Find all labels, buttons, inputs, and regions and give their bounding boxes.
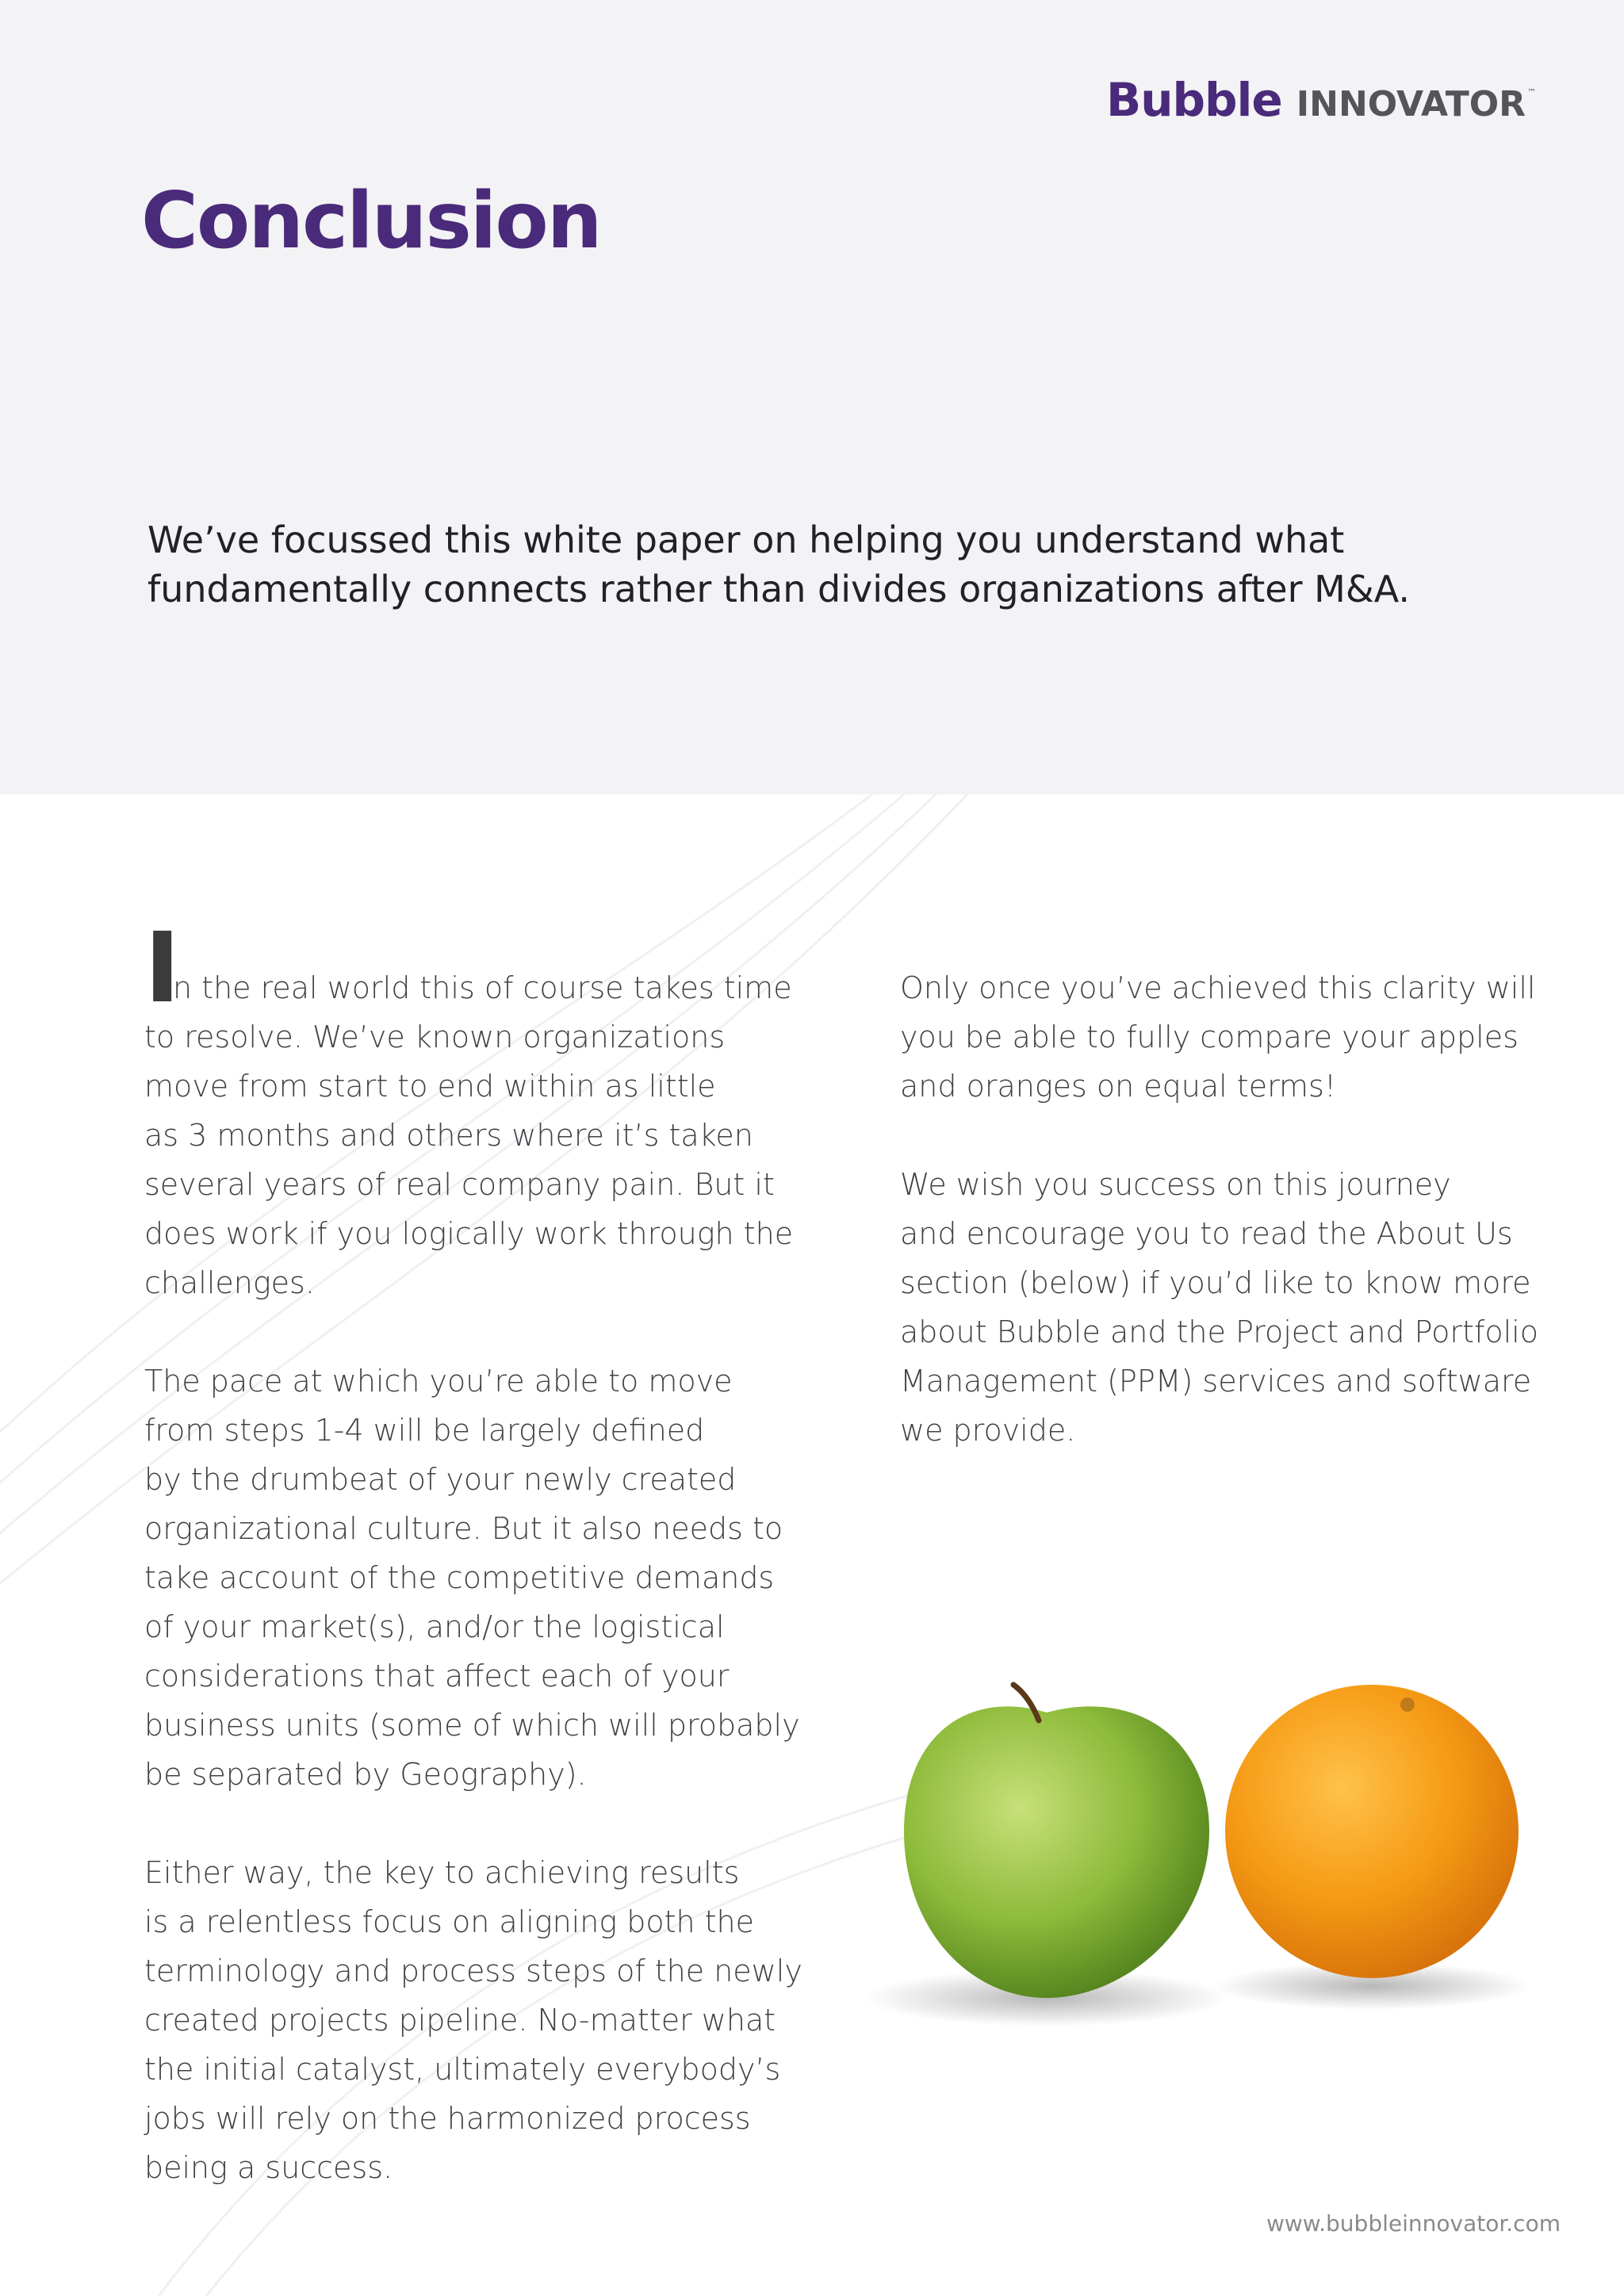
drop-cap: I xyxy=(144,912,181,1024)
paragraph xyxy=(900,1160,1550,1455)
text-line: by the drumbeat of your newly created xyxy=(144,1462,737,1497)
text-line: about Bubble and the Project and Portfolio xyxy=(900,1314,1538,1349)
text-line: business units (some of which will probably xyxy=(144,1708,800,1743)
text-line: to resolve. We’ve known organizations xyxy=(144,1020,726,1054)
logo-innovator-text: INNOVATOR xyxy=(1296,84,1526,124)
text-line: and oranges on equal terms! xyxy=(900,1069,1337,1104)
apple-body xyxy=(904,1706,1209,1998)
text-line: organizational culture. But it also needs to xyxy=(144,1511,783,1546)
text-line: from steps 1-4 will be largely defined xyxy=(144,1413,705,1448)
text-line: We wish you success on this journey xyxy=(900,1167,1451,1202)
text-line: considerations that affect each of your xyxy=(144,1659,730,1693)
left-column xyxy=(144,963,802,2241)
text-line: move from start to end within as little xyxy=(144,1069,716,1104)
paragraph xyxy=(144,963,795,1307)
text-line: of your market(s), and/or the logistical xyxy=(144,1609,725,1644)
page-title: Conclusion xyxy=(141,176,601,266)
text-line: we provide. xyxy=(900,1413,1076,1448)
footer-website-url: www.bubbleinnovator.com xyxy=(1266,2210,1561,2237)
text-line: take account of the competitive demands xyxy=(144,1560,775,1595)
text-line: is a relentless focus on aligning both the xyxy=(144,1904,754,1939)
text-line: challenges. xyxy=(144,1265,315,1300)
text-line: Management (PPM) services and software xyxy=(900,1364,1532,1399)
text-line: being a success. xyxy=(144,2150,393,2185)
text-line: Either way, the key to achieving results xyxy=(144,1855,740,1890)
text-line: you be able to fully compare your apples xyxy=(900,1020,1519,1054)
intro-line: fundamentally connects rather than divides organizations after M&A. xyxy=(147,568,1410,610)
bubble-innovator-logo xyxy=(1106,73,1536,127)
intro-statement xyxy=(147,515,1496,614)
text-line: n the real world this of course takes time xyxy=(173,970,792,1005)
text-line: terminology and process steps of the newly xyxy=(144,1954,802,1988)
text-line: be separated by Geography). xyxy=(144,1757,587,1792)
text-line: does work if you logically work through the xyxy=(144,1216,794,1251)
text-line: created projects pipeline. No-matter what xyxy=(144,2003,776,2038)
intro-line: We’ve focussed this white paper on helping you understand what xyxy=(147,519,1345,561)
paragraph xyxy=(900,963,1550,1111)
text-line: and encourage you to read the About Us xyxy=(900,1216,1513,1251)
text-line: The pace at which you’re able to move xyxy=(144,1364,733,1399)
text-line: section (below) if you’d like to know more xyxy=(900,1265,1531,1300)
right-column xyxy=(900,963,1550,1504)
apple-and-orange-photo xyxy=(848,1649,1530,2045)
orange-navel xyxy=(1400,1697,1415,1712)
logo-bubble-text: Bubble xyxy=(1105,73,1282,127)
paragraph xyxy=(144,1357,800,1799)
paragraph xyxy=(144,1848,802,2192)
text-line: as 3 months and others where it’s taken xyxy=(144,1118,753,1153)
text-line: the initial catalyst, ultimately everybody’s xyxy=(144,2052,781,2087)
text-line: several years of real company pain. But it xyxy=(144,1167,775,1202)
logo-trademark: ™ xyxy=(1527,87,1536,98)
text-line: Only once you’ve achieved this clarity will xyxy=(900,970,1536,1005)
orange-body xyxy=(1225,1685,1519,1978)
text-line: jobs will rely on the harmonized process xyxy=(144,2101,751,2136)
